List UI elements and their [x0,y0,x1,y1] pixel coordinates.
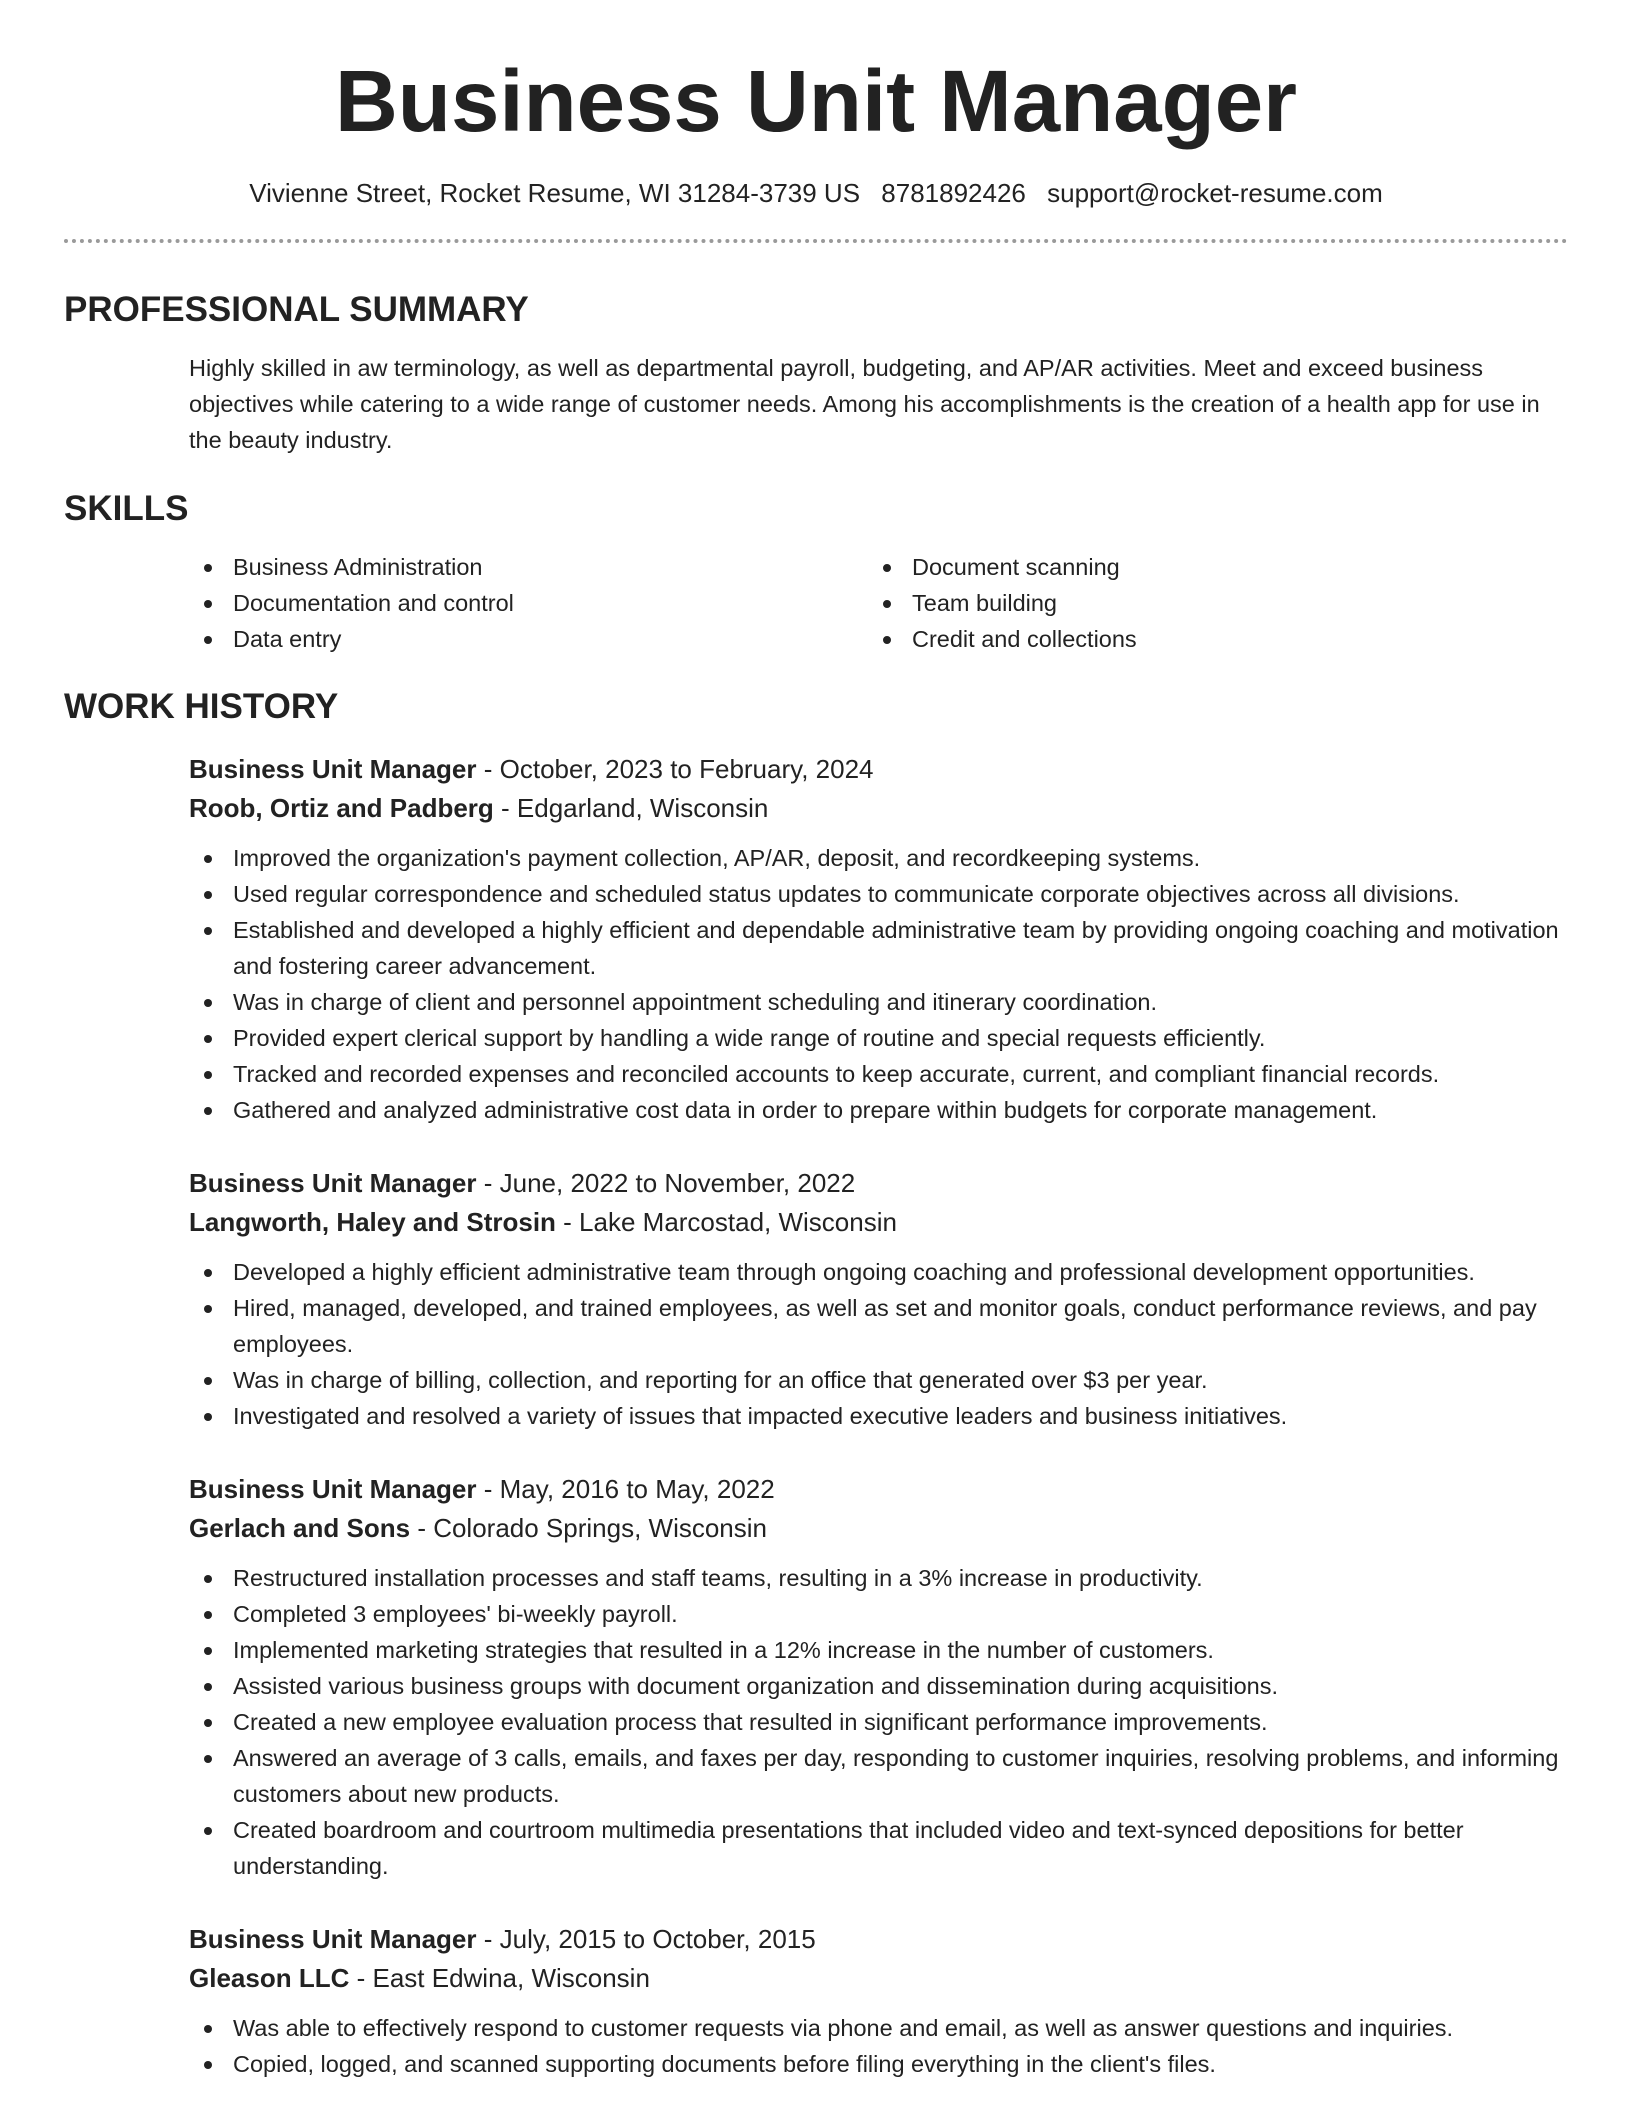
job-bullet: Created a new employee evaluation process that resulted in significant performance improvements. [189,1704,1568,1740]
job-bullet: Provided expert clerical support by handling a wide range of routine and special requests efficiently. [189,1020,1568,1056]
job-role-line [189,1470,1568,1509]
job-entry [189,1920,1568,2082]
job-bullet: Assisted various business groups with document organization and dissemination during acquisitions. [189,1668,1568,1704]
job-bullet: Completed 3 employees' bi-weekly payroll. [189,1596,1568,1632]
job-entry [189,1164,1568,1434]
contact-phone: 8781892426 [881,178,1026,208]
skill-item: Document scanning [868,549,1547,585]
job-bullets [189,840,1568,1128]
job-bullet: Improved the organization's payment collection, AP/AR, deposit, and recordkeeping systems. [189,840,1568,876]
skills-column-left [189,549,868,657]
job-bullet: Implemented marketing strategies that resulted in a 12% increase in the number of customers. [189,1632,1568,1668]
job-location: - Lake Marcostad, Wisconsin [563,1207,897,1238]
job-dates: - July, 2015 to October, 2015 [483,1924,816,1955]
skills-heading: SKILLS [64,489,189,529]
job-bullet: Established and developed a highly efficient and dependable administrative team by providing ongoing coaching and motivation and fostering career advancement. [189,912,1568,984]
job-company-line [189,789,1568,828]
job-bullet: Used regular correspondence and scheduled status updates to communicate corporate objectives across all divisions. [189,876,1568,912]
header-divider [64,239,1568,243]
job-bullet: Was in charge of client and personnel appointment scheduling and itinerary coordination. [189,984,1568,1020]
job-bullet: Hired, managed, developed, and trained employees, as well as set and monitor goals, conduct performance reviews, and pay employees. [189,1290,1568,1362]
job-entry [189,1470,1568,1884]
job-dates: - May, 2016 to May, 2022 [483,1474,775,1505]
job-company: Gleason LLC [189,1963,350,1994]
resume-name-title: Business Unit Manager [334,53,1298,150]
summary-text: Highly skilled in aw terminology, as well as departmental payroll, budgeting, and AP/AR activities. Meet and exceed business objectives while catering to a wide range of customer needs. Among his accomplishments is the creation of a health app for use in the beauty industry. [189,355,1540,454]
job-bullet: Created boardroom and courtroom multimedia presentations that included video and text-synced depositions for better understanding. [189,1812,1568,1884]
job-bullets [189,1254,1568,1434]
job-bullet: Answered an average of 3 calls, emails, and faxes per day, responding to customer inquiries, resolving problems, and informing customers about new products. [189,1740,1568,1812]
job-bullet: Gathered and analyzed administrative cost data in order to prepare within budgets for corporate management. [189,1092,1568,1128]
skill-item: Business Administration [189,549,868,585]
job-dates: - October, 2023 to February, 2024 [483,754,874,785]
job-bullet: Restructured installation processes and staff teams, resulting in a 3% increase in productivity. [189,1560,1568,1596]
job-bullet: Tracked and recorded expenses and reconciled accounts to keep accurate, current, and compliant financial records. [189,1056,1568,1092]
job-bullet: Developed a highly efficient administrative team through ongoing coaching and professional development opportunities. [189,1254,1568,1290]
job-company-line [189,1959,1568,1998]
job-role: Business Unit Manager [189,1474,477,1505]
job-bullet: Investigated and resolved a variety of issues that impacted executive leaders and business initiatives. [189,1398,1568,1434]
contact-line [64,178,1568,209]
job-role-line [189,1164,1568,1203]
job-role-line [189,750,1568,789]
skills-list [189,549,1568,657]
skill-item: Data entry [189,621,868,657]
job-dates: - June, 2022 to November, 2022 [483,1168,856,1199]
job-bullet: Copied, logged, and scanned supporting documents before filing everything in the client's files. [189,2046,1568,2082]
job-company: Gerlach and Sons [189,1513,411,1544]
job-role: Business Unit Manager [189,754,477,785]
job-role-line [189,1920,1568,1959]
skills-column-right [868,549,1547,657]
summary-heading: PROFESSIONAL SUMMARY [64,290,529,330]
job-company: Roob, Ortiz and Padberg [189,793,494,824]
job-company: Langworth, Haley and Strosin [189,1207,556,1238]
job-location: - Edgarland, Wisconsin [501,793,769,824]
skill-item: Team building [868,585,1547,621]
contact-email: support@rocket-resume.com [1047,178,1383,208]
skill-item: Credit and collections [868,621,1547,657]
job-role: Business Unit Manager [189,1924,477,1955]
skill-item: Documentation and control [189,585,868,621]
job-bullets [189,1560,1568,1884]
job-location: - Colorado Springs, Wisconsin [417,1513,768,1544]
work-history-heading: WORK HISTORY [64,687,339,727]
job-role: Business Unit Manager [189,1168,477,1199]
job-location: - East Edwina, Wisconsin [356,1963,650,1994]
job-bullets [189,2010,1568,2082]
job-entry [189,750,1568,1128]
job-bullet: Was in charge of billing, collection, and reporting for an office that generated over $3 per year. [189,1362,1568,1398]
job-company-line [189,1203,1568,1242]
job-company-line [189,1509,1568,1548]
job-bullet: Was able to effectively respond to customer requests via phone and email, as well as answer questions and inquiries. [189,2010,1568,2046]
contact-address: Vivienne Street, Rocket Resume, WI 31284-3739 US [249,178,861,208]
